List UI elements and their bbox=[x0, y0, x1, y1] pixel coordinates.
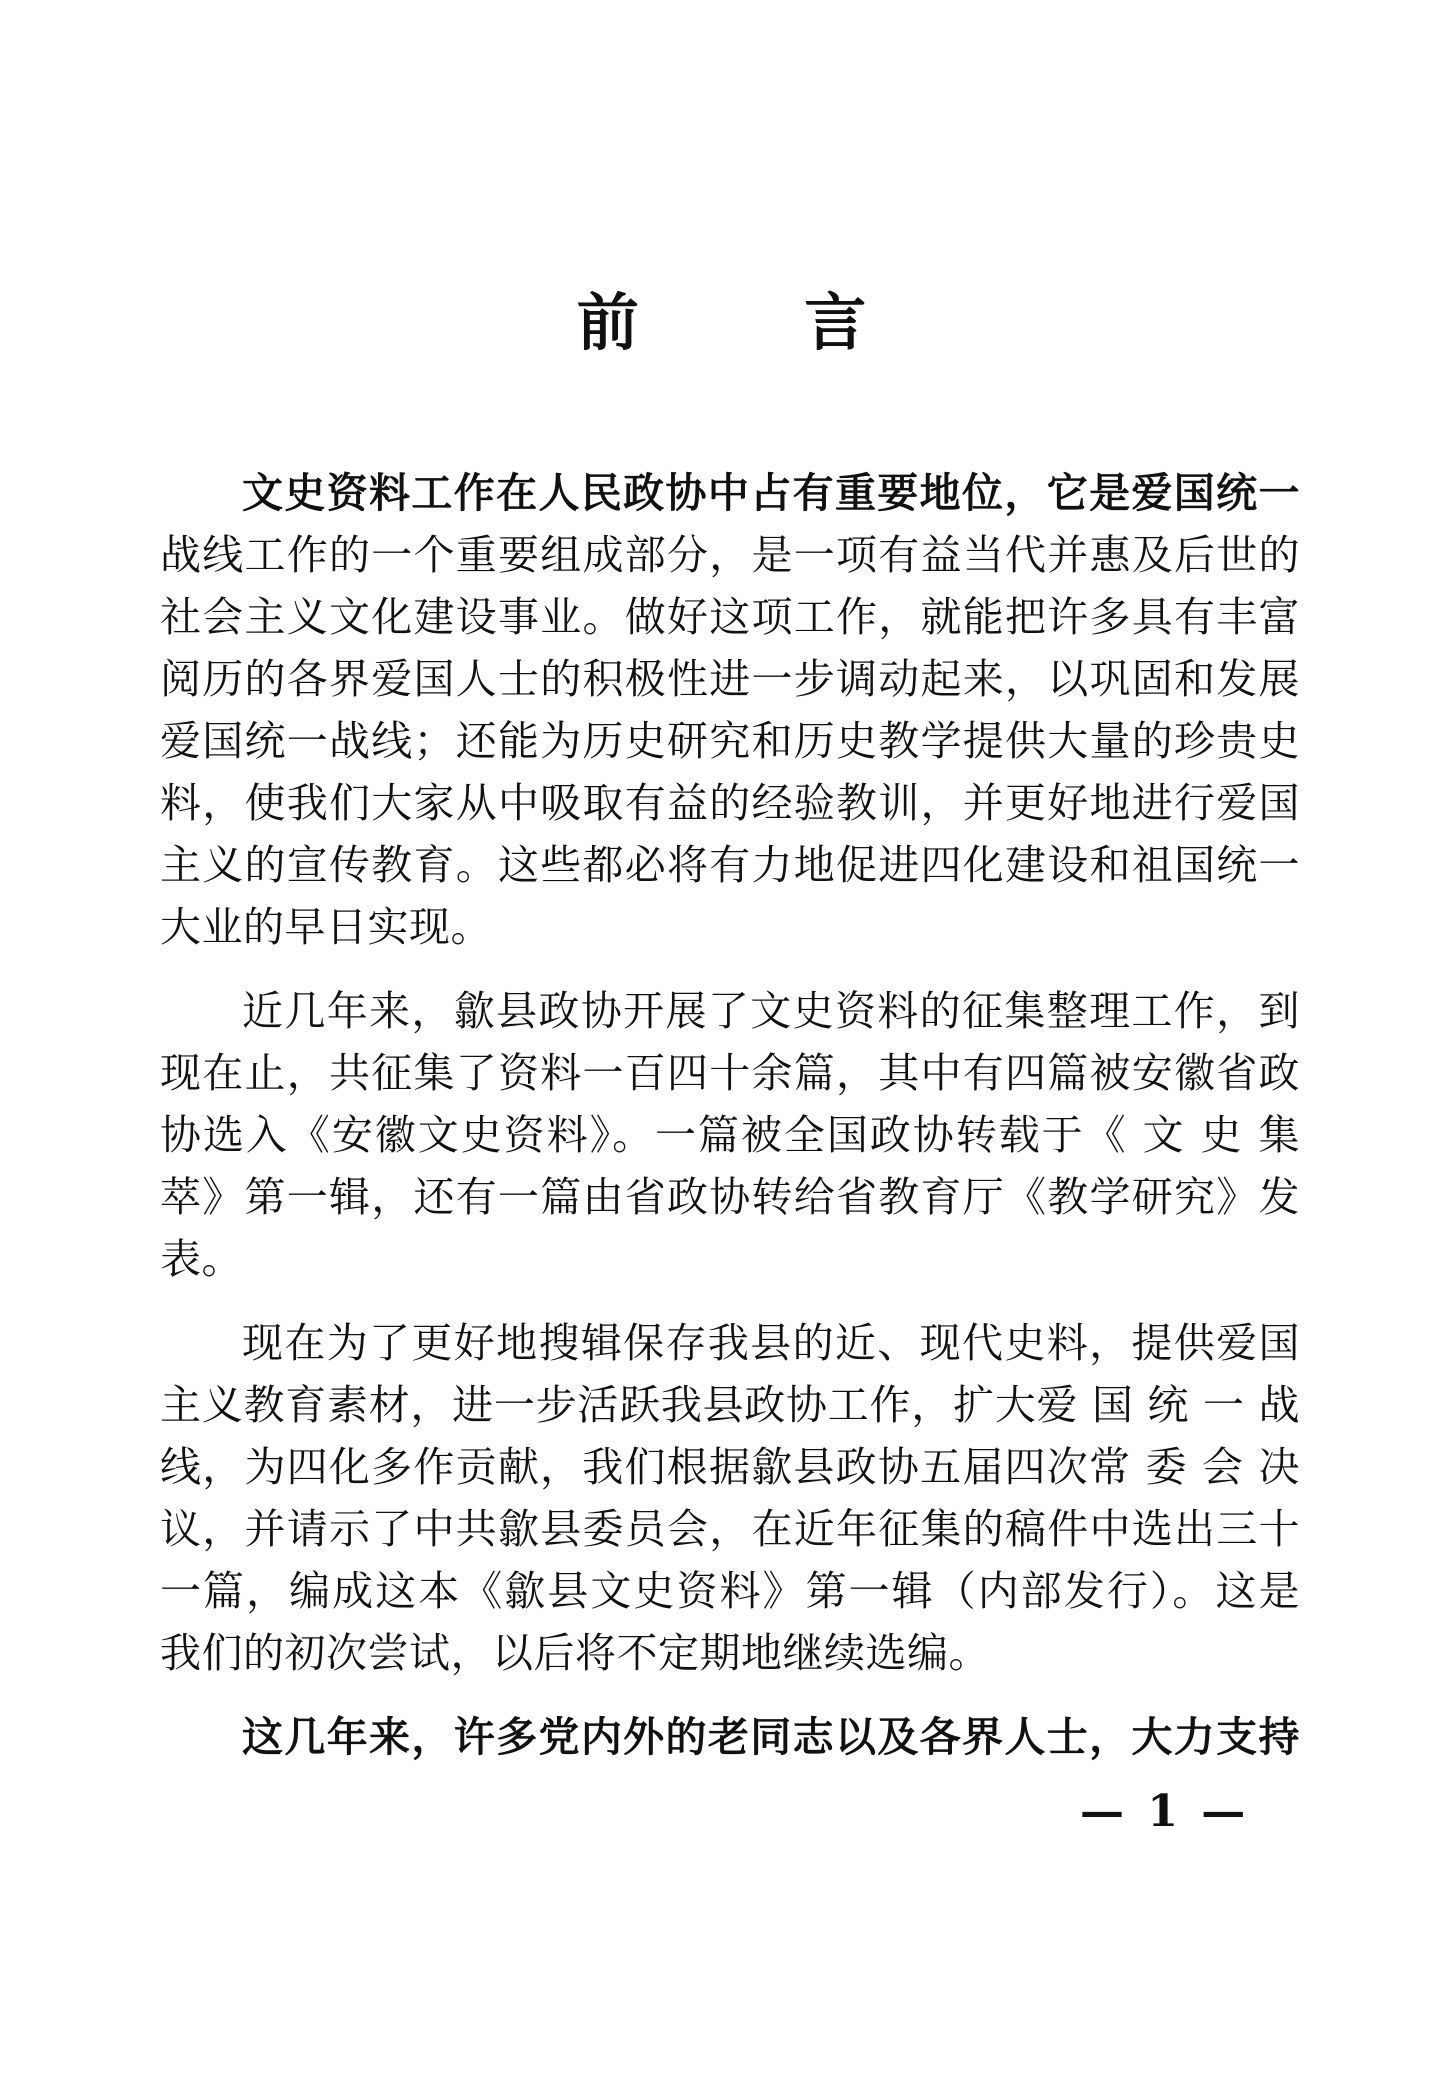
text-line: 主义教育素材，进一步活跃我县政协工作，扩大爱 国 统 一 战 bbox=[160, 1381, 1300, 1429]
paragraph-4 bbox=[160, 1706, 1300, 1768]
text-line: 协选入《安徽文史资料》。一篇被全国政协转载于《 文 史 集 bbox=[160, 1111, 1300, 1159]
text-line: 社会主义文化建设事业。做好这项工作，就能把许多具有丰富 bbox=[160, 593, 1300, 641]
text-line: 文史资料工作在人民政协中占有重要地位，它是爱国统一 bbox=[242, 469, 1300, 517]
text-line: 一篇，编成这本《歙县文史资料》第一辑（内部发行）。这是 bbox=[160, 1567, 1300, 1615]
paragraph-1 bbox=[160, 462, 1300, 958]
text-line: 战线工作的一个重要组成部分，是一项有益当代并惠及后世的 bbox=[160, 531, 1300, 579]
text-line: 表。 bbox=[160, 1235, 243, 1283]
text-line: 阅历的各界爱国人士的积极性进一步调动起来，以巩固和发展 bbox=[160, 655, 1300, 703]
paragraph-3 bbox=[160, 1312, 1300, 1684]
text-line: 现在止，共征集了资料一百四十余篇，其中有四篇被安徽省政 bbox=[160, 1049, 1300, 1097]
text-line: 主义的宣传教育。这些都必将有力地促进四化建设和祖国统一 bbox=[160, 841, 1300, 889]
paragraph-gap bbox=[160, 1684, 1300, 1706]
preface-body bbox=[160, 462, 1300, 1768]
text-line: 料，使我们大家从中吸取有益的经验教训，并更好地进行爱国 bbox=[160, 779, 1300, 827]
page-number: — 1 — bbox=[1080, 1786, 1250, 1837]
text-line: 议，并请示了中共歙县委员会，在近年征集的稿件中选出三十 bbox=[160, 1505, 1300, 1553]
text-line: 爱国统一战线；还能为历史研究和历史教学提供大量的珍贵史 bbox=[160, 717, 1300, 765]
text-line: 线，为四化多作贡献，我们根据歙县政协五届四次常 委 会 决 bbox=[160, 1443, 1300, 1491]
paragraph-2 bbox=[160, 980, 1300, 1290]
text-line: 近几年来，歙县政协开展了文史资料的征集整理工作，到 bbox=[242, 987, 1300, 1035]
paragraph-gap bbox=[160, 1290, 1300, 1312]
text-line: 这几年来，许多党内外的老同志以及各界人士，大力支持 bbox=[242, 1713, 1300, 1761]
text-line: 大业的早日实现。 bbox=[160, 903, 492, 951]
text-line: 萃》第一辑，还有一篇由省政协转给省教育厅《教学研究》发 bbox=[160, 1173, 1300, 1221]
page-title: 前 言 bbox=[576, 286, 939, 359]
paragraph-gap bbox=[160, 958, 1300, 980]
text-line: 现在为了更好地搜辑保存我县的近、现代史料，提供爱国 bbox=[242, 1319, 1300, 1367]
text-line: 我们的初次尝试，以后将不定期地继续选编。 bbox=[160, 1629, 990, 1677]
